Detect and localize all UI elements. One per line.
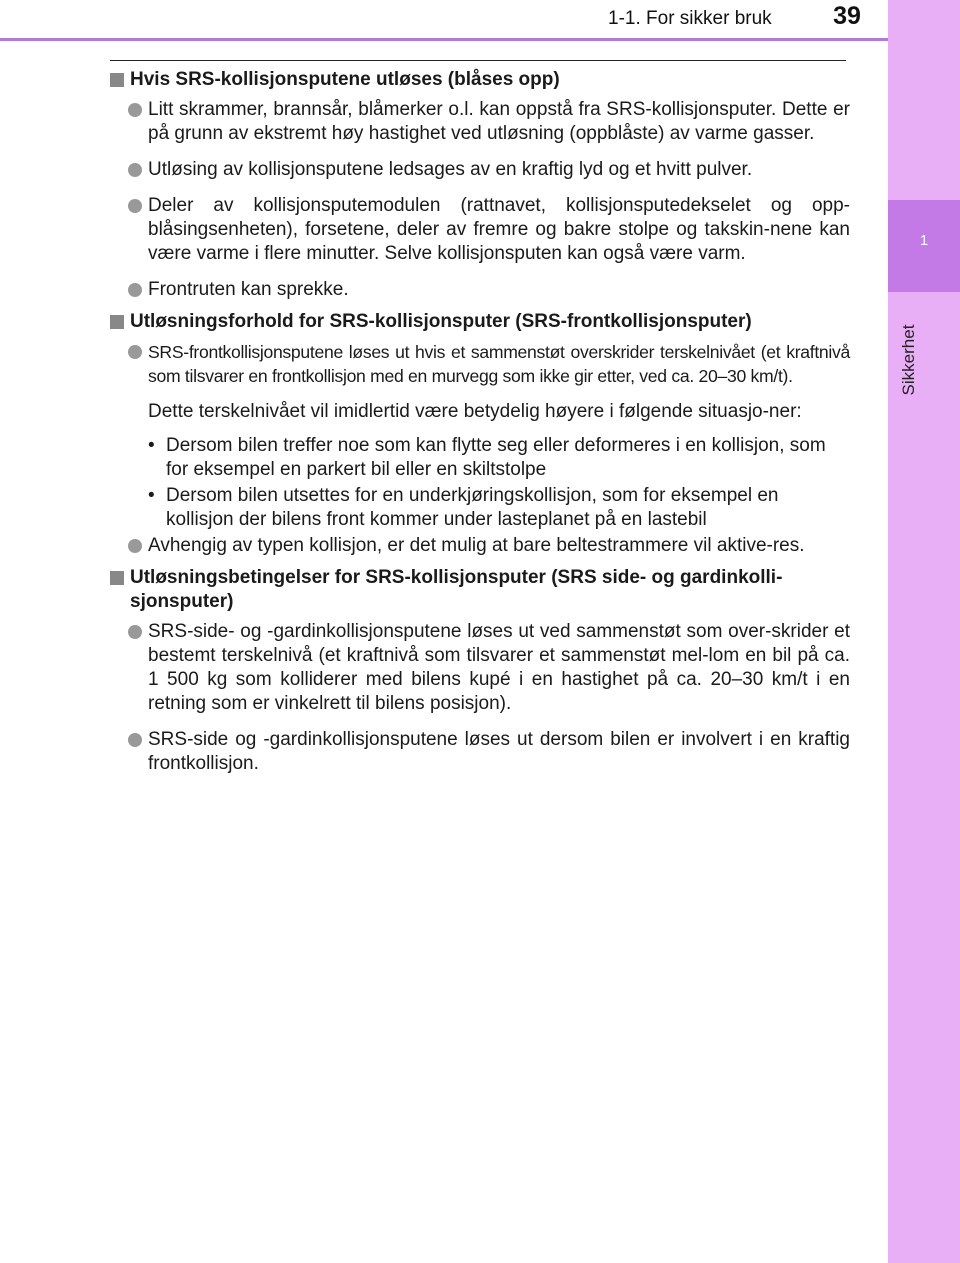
bullet-text: SRS-side og -gardinkollisjonsputene løses ut dersom bilen er involvert i en kraftig frontkollisjon. — [148, 729, 850, 774]
section-heading-text: Utløsningsbetingelser for SRS-kollisjonsputer (SRS side- og gardinkolli-sjonsputer) — [130, 567, 783, 612]
bullet-item — [108, 194, 850, 266]
sub-item-text: Dersom bilen treffer noe som kan flytte seg eller deformeres i en kollisjon, som for eksempel en parkert bil eller en skiltstolpe — [166, 435, 826, 480]
bullet-text: Avhengig av typen kollisjon, er det mulig at bare beltestrammere vil aktive-res. — [148, 535, 805, 556]
section-heading-text: Hvis SRS-kollisjonsputene utløses (blåses opp) — [130, 69, 560, 90]
circle-bullet-icon — [128, 103, 142, 117]
circle-bullet-icon — [128, 733, 142, 747]
section-heading-text: Utløsningsforhold for SRS-kollisjonsputer (SRS-frontkollisjonsputer) — [130, 311, 752, 332]
circle-bullet-icon — [128, 539, 142, 553]
content-top-rule — [110, 60, 846, 61]
square-bullet-icon — [110, 315, 124, 329]
circle-bullet-icon — [128, 625, 142, 639]
bullet-item — [108, 620, 850, 716]
bullet-text: SRS-side- og -gardinkollisjonsputene løses ut ved sammenstøt som over-skrider et bestemt terskelnivå (et kraftnivå som tilsvarer et sammenstøt mel-lom en bil på ca. 1 500 kg som kolliderer med bilens kupé i en hastighet på ca. 20–30 km/t i en retning som er vinkelrett til bilens posisjon). — [148, 621, 850, 714]
section-heading — [108, 310, 850, 334]
circle-bullet-icon — [128, 163, 142, 177]
bullet-item — [108, 534, 850, 558]
bullet-text: SRS-frontkollisjonsputene løses ut hvis et sammenstøt overskrider terskelnivået (et kraftnivå som tilsvarer en frontkollisjon med en murvegg som ikke gir etter, ved ca. 20–30 km/t). — [148, 342, 850, 386]
section-heading — [108, 566, 850, 614]
bullet-item — [108, 98, 850, 146]
dot-bullet-icon: • — [148, 485, 155, 506]
section-heading — [108, 68, 850, 92]
circle-bullet-icon — [128, 283, 142, 297]
bullet-item — [108, 340, 850, 388]
page-content — [108, 68, 850, 788]
square-bullet-icon — [110, 571, 124, 585]
section-title: 1-1. For sikker bruk — [608, 8, 772, 29]
sub-item-text: Dersom bilen utsettes for en underkjøringskollisjon, som for eksempel en kollisjon der bilens front kommer under lasteplanet på en lastebil — [166, 485, 779, 530]
chapter-number: 1 — [919, 232, 929, 249]
circle-bullet-icon — [128, 345, 142, 359]
bullet-item — [108, 278, 850, 302]
bullet-item — [108, 728, 850, 776]
chapter-title: Sikkerhet — [899, 324, 918, 396]
sub-item — [108, 484, 850, 532]
paragraph: Dette terskelnivået vil imidlertid være betydelig høyere i følgende situasjo-ner: — [148, 401, 802, 422]
bullet-text: Frontruten kan sprekke. — [148, 279, 349, 300]
chapter-title-wrap — [895, 300, 923, 420]
page-number: 39 — [833, 2, 861, 30]
chapter-side-tab — [888, 0, 960, 1263]
sub-item — [108, 434, 850, 482]
bullet-text: Litt skrammer, brannsår, blåmerker o.l. kan oppstå fra SRS-kollisjonsputer. Dette er på grunn av ekstremt høy hastighet ved utløsning (oppblåste) av varme gasser. — [148, 99, 850, 144]
circle-bullet-icon — [128, 199, 142, 213]
header-rule — [0, 38, 888, 41]
bullet-text: Deler av kollisjonsputemodulen (rattnavet, kollisjonsputedekselet og opp-blåsingsenheten), forsetene, deler av fremre og bakre stolpe og takskin-nene kan være varme i flere minutter. Selve kollisjonsputen kan også være varm. — [148, 195, 850, 264]
square-bullet-icon — [110, 73, 124, 87]
dot-bullet-icon: • — [148, 435, 155, 456]
bullet-text: Utløsing av kollisjonsputene ledsages av en kraftig lyd og et hvitt pulver. — [148, 159, 753, 180]
bullet-item — [108, 158, 850, 182]
